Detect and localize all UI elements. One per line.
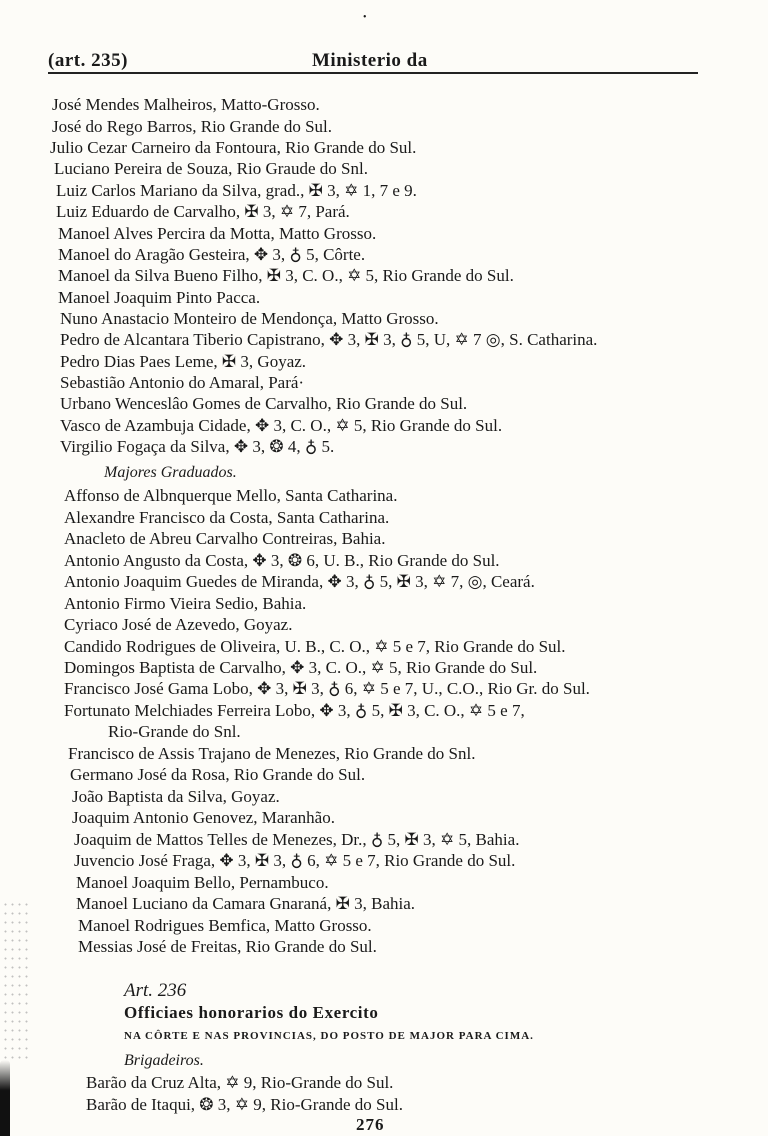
list-item: Manoel da Silva Bueno Filho, ✠ 3, C. O., ✡ 5, Rio Grande do Sul. [58,266,514,285]
list-item: Joaquim de Mattos Telles de Menezes, Dr., ♁ 5, ✠ 3, ✡ 5, Bahia. [74,830,520,849]
list-item: Messias José de Freitas, Rio Grande do Sul. [78,937,377,956]
list-item-continuation: Rio-Grande do Snl. [108,722,241,741]
paper-edge-texture [2,900,32,1060]
list-item: Alexandre Francisco da Costa, Santa Catharina. [64,508,390,527]
list-item: Manoel Rodrigues Bemfica, Matto Grosso. [78,916,372,935]
list-item: Affonso de Albnquerque Mello, Santa Catharina. [64,486,398,505]
list-item: Urbano Wenceslâo Gomes de Carvalho, Rio Grande do Sul. [60,394,468,413]
list-item: Domingos Baptista de Carvalho, ✥ 3, C. O., ✡ 5, Rio Grande do Sul. [64,658,538,677]
list-item: Luciano Pereira de Souza, Rio Graude do Snl. [54,159,368,178]
list-item: Nuno Anastacio Monteiro de Mendonça, Matto Grosso. [60,309,439,328]
list-item: Barão de Itaqui, ❂ 3, ✡ 9, Rio-Grande do Sul. [86,1095,403,1114]
list-item: Luiz Eduardo de Carvalho, ✠ 3, ✡ 7, Pará. [56,202,350,221]
list-item: Manoel Joaquim Bello, Pernambuco. [76,873,329,892]
list-item: Virgilio Fogaça da Silva, ✥ 3, ❂ 4, ♁ 5. [60,437,335,456]
list-item: Manoel Luciano da Camara Gnaraná, ✠ 3, Bahia. [76,894,416,913]
binding-shadow [0,1060,10,1136]
list-item: Joaquim Antonio Genovez, Maranhão. [72,808,335,827]
header-rule [48,72,698,74]
list-item: Fortunato Melchiades Ferreira Lobo, ✥ 3, ♁ 5, ✠ 3, C. O., ✡ 5 e 7, [64,701,525,720]
list-item: João Baptista da Silva, Goyaz. [72,787,280,806]
list-item: Cyriaco José de Azevedo, Goyaz. [64,615,293,634]
list-item: Manoel do Aragão Gesteira, ✥ 3, ♁ 5, Côrte. [58,245,366,264]
list-item: Antonio Joaquim Guedes de Miranda, ✥ 3, ♁ 5, ✠ 3, ✡ 7, ◎, Ceará. [64,572,535,591]
list-item: José do Rego Barros, Rio Grande do Sul. [52,117,333,136]
list-item: Candido Rodrigues de Oliveira, U. B., C. O., ✡ 5 e 7, Rio Grande do Sul. [64,637,566,656]
page-number: 276 [356,1115,385,1134]
header-article-ref: (art. 235) [48,50,128,71]
list-item: Julio Cezar Carneiro da Fontoura, Rio Grande do Sul. [50,138,417,157]
list-item: Manoel Alves Percira da Motta, Matto Grosso. [58,224,377,243]
list-item: Francisco de Assis Trajano de Menezes, Rio Grande do Snl. [68,744,476,763]
article-label: Art. 236 [124,980,187,1001]
list-item: Antonio Angusto da Costa, ✥ 3, ❂ 6, U. B., Rio Grande do Sul. [64,551,500,570]
ink-speck: • [363,12,367,23]
list-item: Luiz Carlos Mariano da Silva, grad., ✠ 3, ✡ 1, 7 e 9. [56,181,417,200]
list-item: José Mendes Malheiros, Matto-Grosso. [52,95,320,114]
section-heading-majores: Majores Graduados. [104,464,237,481]
article-title: Officiaes honorarios do Exercito [124,1003,379,1022]
list-item: Manoel Joaquim Pinto Pacca. [58,288,261,307]
list-item: Barão da Cruz Alta, ✡ 9, Rio-Grande do Sul. [86,1073,394,1092]
list-item: Vasco de Azambuja Cidade, ✥ 3, C. O., ✡ 5, Rio Grande do Sul. [60,416,503,435]
header-title: Ministerio da [312,50,428,71]
list-item: Juvencio José Fraga, ✥ 3, ✠ 3, ♁ 6, ✡ 5 e 7, Rio Grande do Sul. [74,851,516,870]
section-heading-brigadeiros: Brigadeiros. [124,1052,204,1069]
list-item: Germano José da Rosa, Rio Grande do Sul. [70,765,366,784]
list-item: Pedro de Alcantara Tiberio Capistrano, ✥ 3, ✠ 3, ♁ 5, U, ✡ 7 ◎, S. Catharina. [60,330,598,349]
list-item: Pedro Dias Paes Leme, ✠ 3, Goyaz. [60,352,307,371]
list-item: Francisco José Gama Lobo, ✥ 3, ✠ 3, ♁ 6, ✡ 5 e 7, U., C.O., Rio Gr. do Sul. [64,679,590,698]
list-item: Sebastião Antonio do Amaral, Pará· [60,373,305,392]
list-item: Anacleto de Abreu Carvalho Contreiras, Bahia. [64,529,386,548]
list-item: Antonio Firmo Vieira Sedio, Bahia. [64,594,307,613]
article-subtitle: NA CÔRTE E NAS PROVINCIAS, DO POSTO DE MAJOR PARA CIMA. [124,1030,534,1042]
